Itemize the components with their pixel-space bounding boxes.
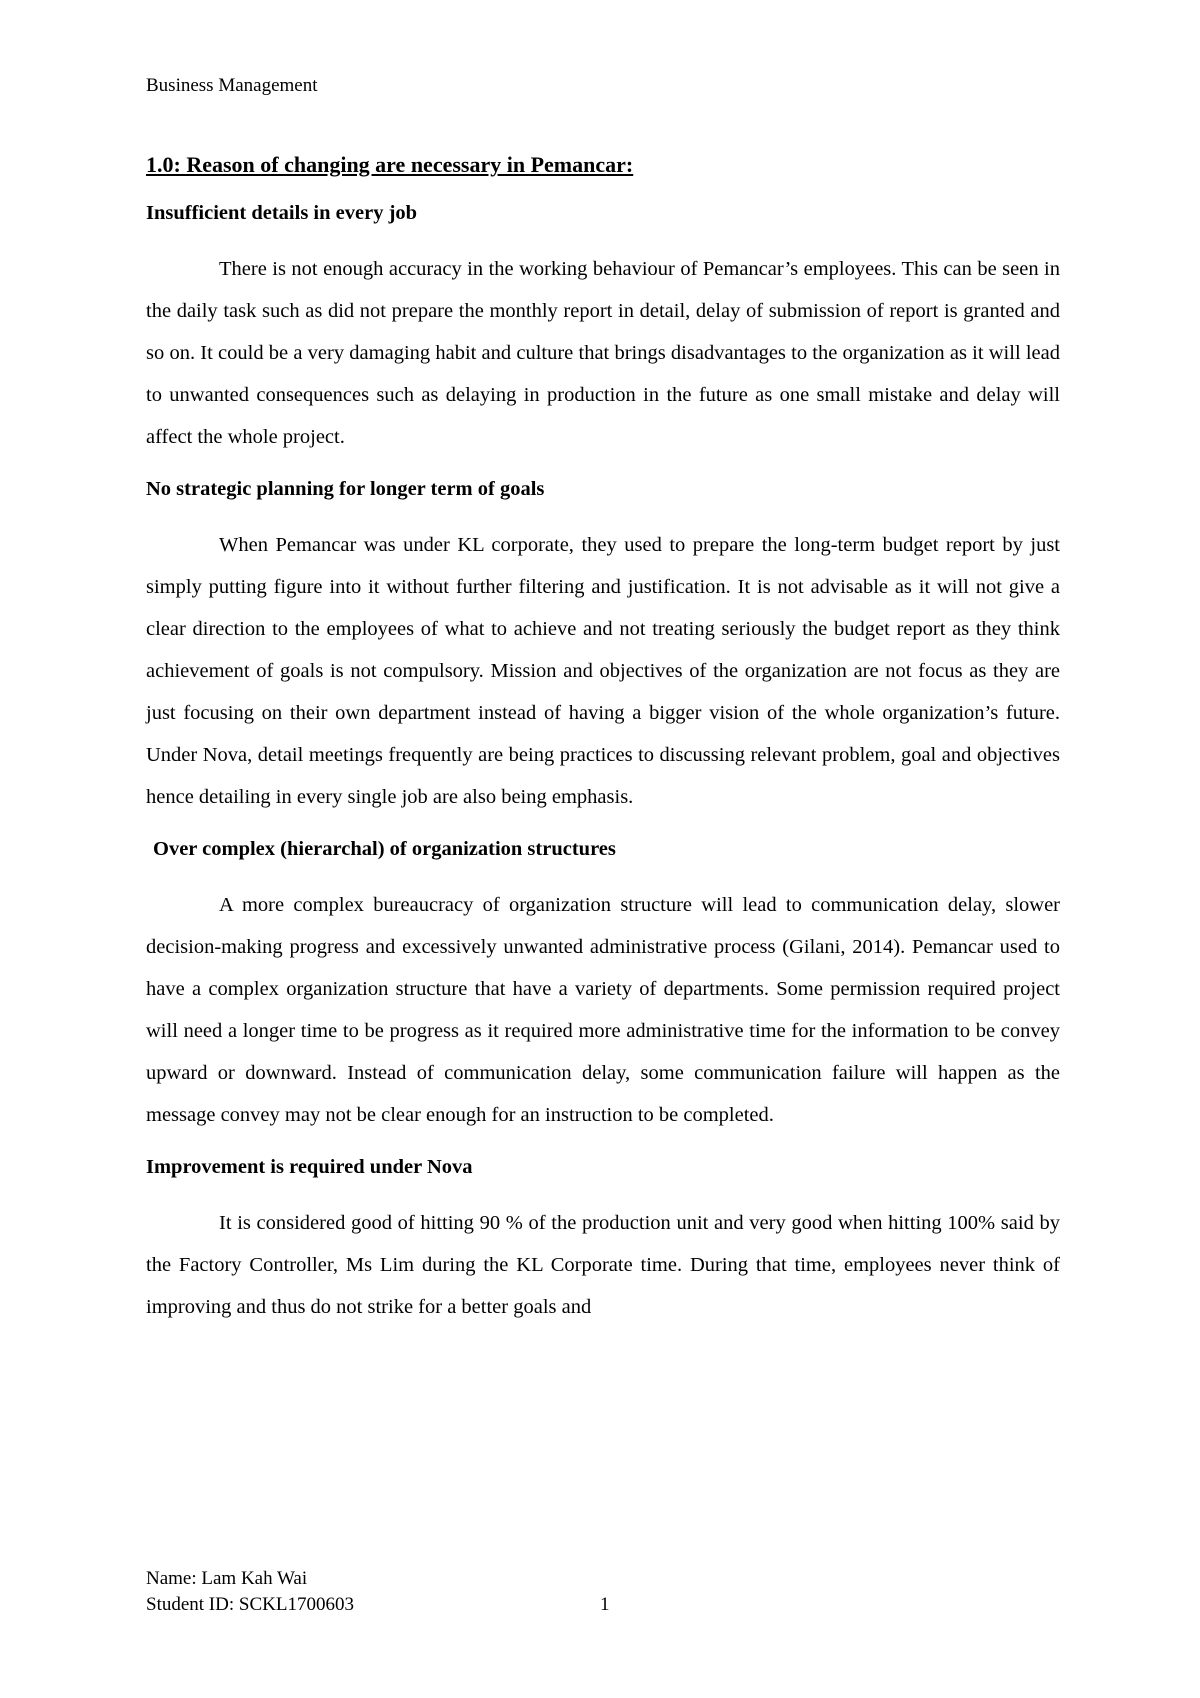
student-id: Student ID: SCKL1700603 — [146, 1594, 354, 1615]
section-heading: Over complex (hierarchal) of organization structures — [153, 838, 616, 860]
document-body — [146, 148, 1060, 1346]
section-paragraph: A more complex bureaucracy of organization structure will lead to communication delay, slower decision-making progress and excessively unwanted administrative process (Gilani, 2014). Pemancar used to have a complex organization structure that have a variety of departments. Some permission required project will need a longer time to be progress as it required more administrative time for the information to be convey upward or downward. Instead of communication delay, some communication failure will happen as the message convey may not be clear enough for an instruction to be completed. — [146, 894, 1060, 1126]
main-title: 1.0: Reason of changing are necessary in Pemancar: — [146, 152, 634, 177]
section-paragraph: When Pemancar was under KL corporate, they used to prepare the long-term budget report by just simply putting figure into it without further filtering and justification. It is not advisable as it will not give a clear direction to the employees of what to achieve and not treating seriously the budget report as they think achievement of goals is not compulsory. Mission and objectives of the organization are not focus as they are just focusing on their own department instead of having a bigger vision of the whole organization’s future. Under Nova, detail meetings frequently are being practices to discussing relevant problem, goal and objectives hence detailing in every single job are also being emphasis. — [146, 534, 1060, 808]
section-heading: No strategic planning for longer term of goals — [146, 478, 545, 500]
section-paragraph: It is considered good of hitting 90 % of the production unit and very good when hitting 100% said by the Factory Controller, Ms Lim during the KL Corporate time. During that time, employees never think of improving and thus do not strike for a better goals and — [146, 1212, 1060, 1318]
student-name: Name: Lam Kah Wai — [146, 1568, 308, 1589]
section-heading: Insufficient details in every job — [146, 202, 418, 224]
section-heading: Improvement is required under Nova — [146, 1156, 473, 1178]
page-header: Business Management — [146, 75, 318, 96]
section-paragraph: There is not enough accuracy in the working behaviour of Pemancar’s employees. This can be seen in the daily task such as did not prepare the monthly report in detail, delay of submission of report is granted and so on. It could be a very damaging habit and culture that brings disadvantages to the organization as it will lead to unwanted consequences such as delaying in production in the future as one small mistake and delay will affect the whole project. — [146, 258, 1060, 448]
page-number: 1 — [600, 1594, 610, 1615]
